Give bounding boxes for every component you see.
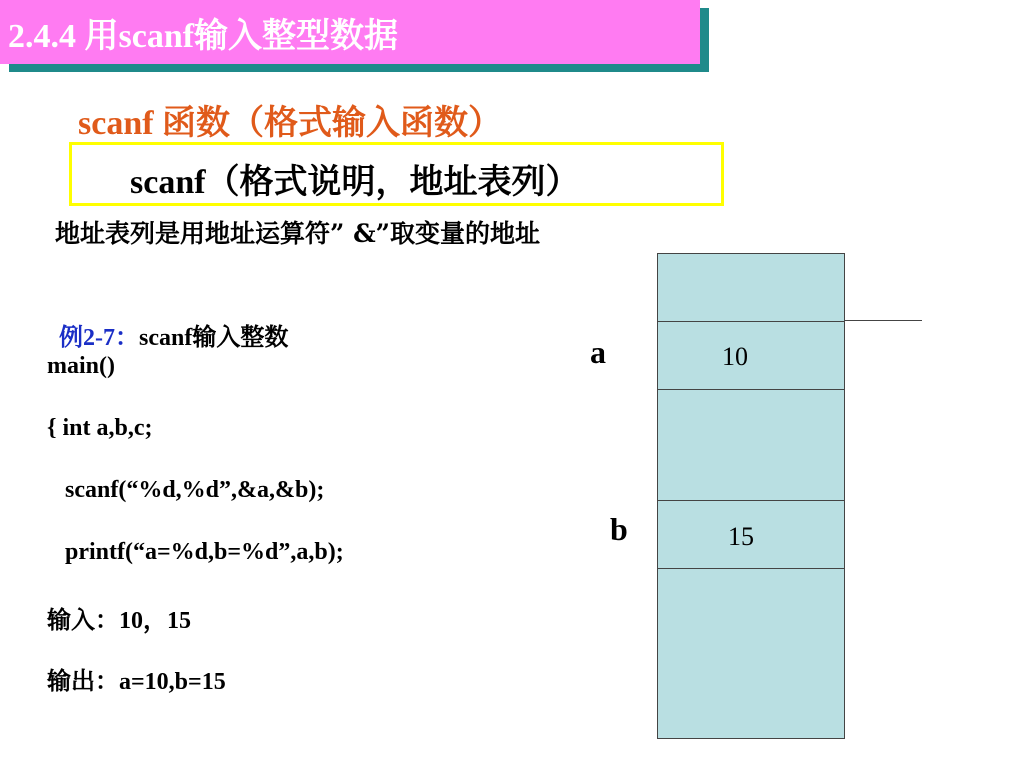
memory-cell-divider (658, 321, 844, 322)
address-note: 地址表列是用地址运算符” &”取变量的地址 (55, 219, 541, 248)
code-line-scanf: scanf(“%d,%d”,&a,&b); (47, 477, 325, 503)
memory-diagram (657, 253, 845, 739)
slide-title: 2.4.4 用scanf输入整型数据 (8, 18, 399, 55)
example-label: 例2-7： (59, 325, 139, 351)
memory-value-b: 15 (728, 522, 754, 551)
example-title: scanf输入整数 (139, 325, 289, 351)
memory-cell-divider (658, 568, 844, 569)
code-line-printf: printf(“a=%d,b=%d”,a,b); (47, 539, 344, 565)
code-line-decl: { int a,b,c; (47, 415, 153, 441)
example-heading (47, 290, 288, 352)
formula-text: scanf（格式说明，地址表列） (130, 164, 580, 201)
memory-extension-line (845, 320, 922, 321)
title-banner (0, 0, 700, 64)
subtitle: scanf 函数（格式输入函数） (78, 105, 503, 142)
memory-cell-divider (658, 500, 844, 501)
code-line-main: main() (47, 353, 115, 379)
memory-cell-divider (658, 389, 844, 390)
variable-a-label: a (590, 334, 606, 370)
output-line: 输出：a=10,b=15 (47, 669, 226, 695)
memory-value-a: 10 (722, 342, 748, 371)
input-line: 输入：10，15 (47, 608, 191, 634)
formula-box (69, 142, 724, 206)
variable-b-label: b (610, 511, 628, 547)
